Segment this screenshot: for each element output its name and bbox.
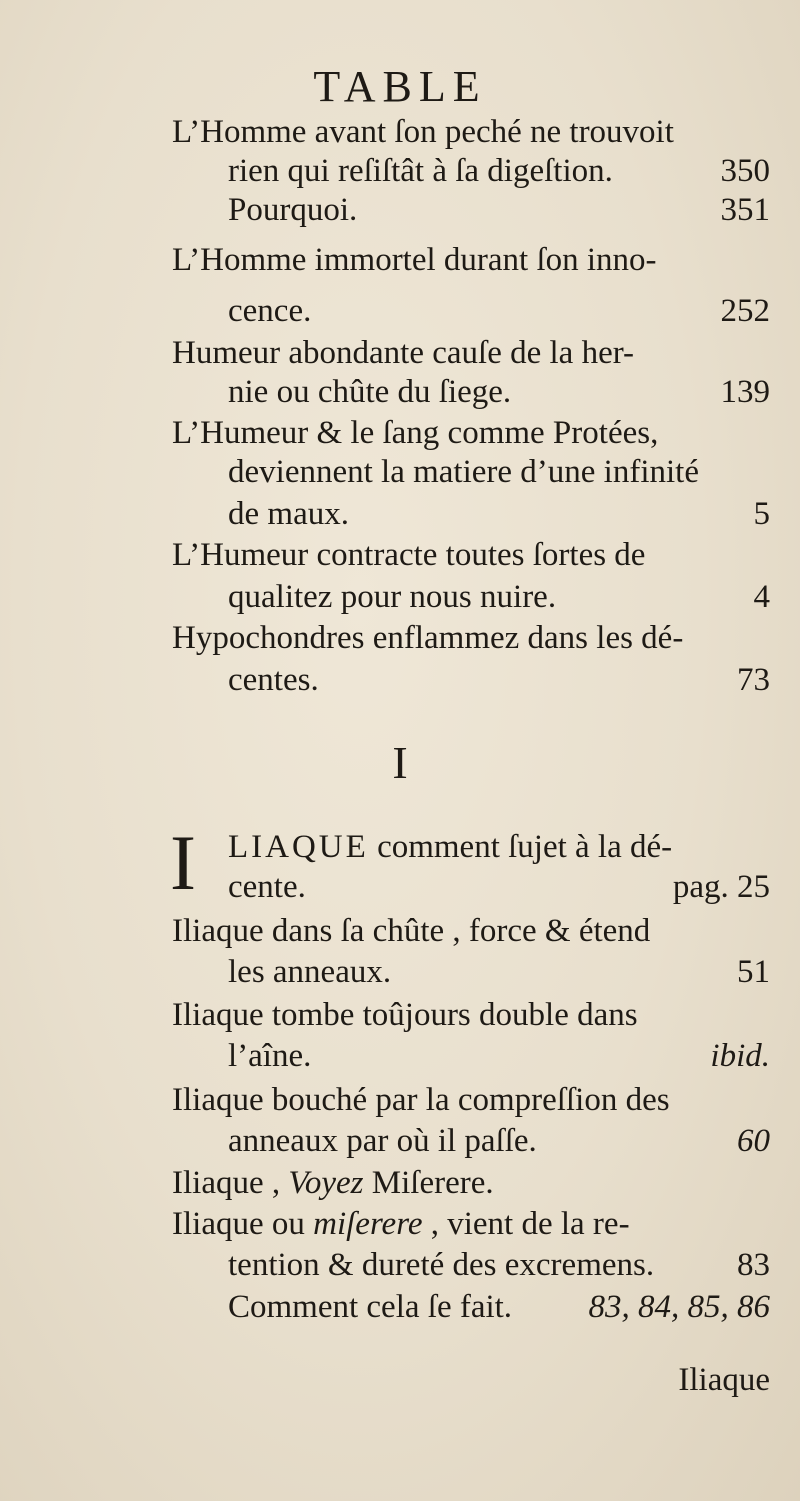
index-line xyxy=(0,952,800,992)
running-head: TABLE xyxy=(313,62,487,111)
entry-text: cence. xyxy=(228,293,312,329)
entry-headword: LIAQUE xyxy=(228,829,369,865)
index-line xyxy=(0,494,800,534)
index-line xyxy=(0,1204,800,1244)
index-line xyxy=(0,1080,800,1120)
page-number: 139 xyxy=(720,374,770,410)
entry-text: Iliaque ou miſerere , vient de la re- xyxy=(172,1206,630,1242)
page-number: 73 xyxy=(737,662,770,698)
page-number: ibid. xyxy=(710,1038,770,1074)
page-number: 60 xyxy=(737,1123,770,1159)
index-line xyxy=(0,911,800,951)
entry-text: tention & dureté des excremens. xyxy=(228,1247,655,1283)
section-letter: I xyxy=(392,737,408,788)
entry-text: centes. xyxy=(228,662,319,698)
index-line xyxy=(0,1121,800,1161)
index-line xyxy=(0,618,800,658)
cross-reference: Voyez xyxy=(288,1165,364,1201)
index-line xyxy=(0,1036,800,1076)
index-line xyxy=(0,995,800,1035)
entry-text: Hypochondres enflammez dans les dé- xyxy=(172,620,684,656)
entry-text: Iliaque tombe toûjours double dans xyxy=(172,997,638,1033)
catchword: Iliaque xyxy=(678,1362,770,1398)
entry-text: L’Humeur & le ſang comme Protées, xyxy=(172,415,659,451)
index-line xyxy=(0,1245,800,1285)
index-line xyxy=(0,867,800,907)
page-number: pag. 25 xyxy=(672,869,770,905)
drop-cap: I xyxy=(170,819,196,906)
entry-text: l’aîne. xyxy=(228,1038,312,1074)
entry-text: Comment cela ſe fait. xyxy=(228,1289,513,1325)
index-line xyxy=(0,413,800,453)
entry-text: Iliaque , Voyez Miſerere. xyxy=(172,1165,494,1201)
page-number: 350 xyxy=(720,153,770,189)
entry-text: cente. xyxy=(228,869,306,905)
entry-text: qualitez pour nous nuire. xyxy=(228,579,557,615)
index-line xyxy=(0,291,800,331)
page-number: 351 xyxy=(720,192,770,228)
page-number: 5 xyxy=(753,496,770,532)
entry-text: les anneaux. xyxy=(228,954,392,990)
entry-text: Iliaque dans ſa chûte , force & étend xyxy=(172,913,651,949)
index-line xyxy=(0,372,800,412)
entry-first-line xyxy=(228,827,672,867)
index-line xyxy=(0,535,800,575)
index-line xyxy=(0,660,800,700)
entry-text: Humeur abondante cauſe de la her- xyxy=(172,335,635,371)
index-line xyxy=(0,333,800,373)
page-number: 4 xyxy=(753,579,770,615)
entry-text: nie ou chûte du ſiege. xyxy=(228,374,512,410)
index-line xyxy=(0,240,800,280)
entry-text: Pourquoi. xyxy=(228,192,358,228)
entry-text: L’Homme avant ſon peché ne trouvoit xyxy=(172,114,674,150)
entry-text: Iliaque bouché par la compreſſion des xyxy=(172,1082,670,1118)
index-line xyxy=(0,827,800,867)
index-line xyxy=(0,1287,800,1327)
page-number: 252 xyxy=(720,293,770,329)
entry-text: rien qui reſiſtât à ſa digeſtion. xyxy=(228,153,613,189)
entry-text: comment ſujet à la dé- xyxy=(377,829,673,865)
entry-text: anneaux par où il paſſe. xyxy=(228,1123,537,1159)
page-number: 83, 84, 85, 86 xyxy=(588,1289,770,1325)
entry-text: L’Homme immortel durant ſon inno- xyxy=(172,242,657,278)
index-line xyxy=(0,112,800,152)
entry-text: L’Humeur contracte toutes ſortes de xyxy=(172,537,646,573)
index-line xyxy=(0,1163,800,1203)
entry-text: de maux. xyxy=(228,496,349,532)
entry-text: deviennent la matiere d’une infinité xyxy=(228,454,699,490)
italic-term: miſerere xyxy=(313,1206,423,1242)
index-line xyxy=(0,452,800,492)
index-line xyxy=(0,190,800,230)
index-line xyxy=(0,577,800,617)
index-line xyxy=(0,151,800,191)
page-number: 83 xyxy=(737,1247,770,1283)
page-number: 51 xyxy=(737,954,770,990)
